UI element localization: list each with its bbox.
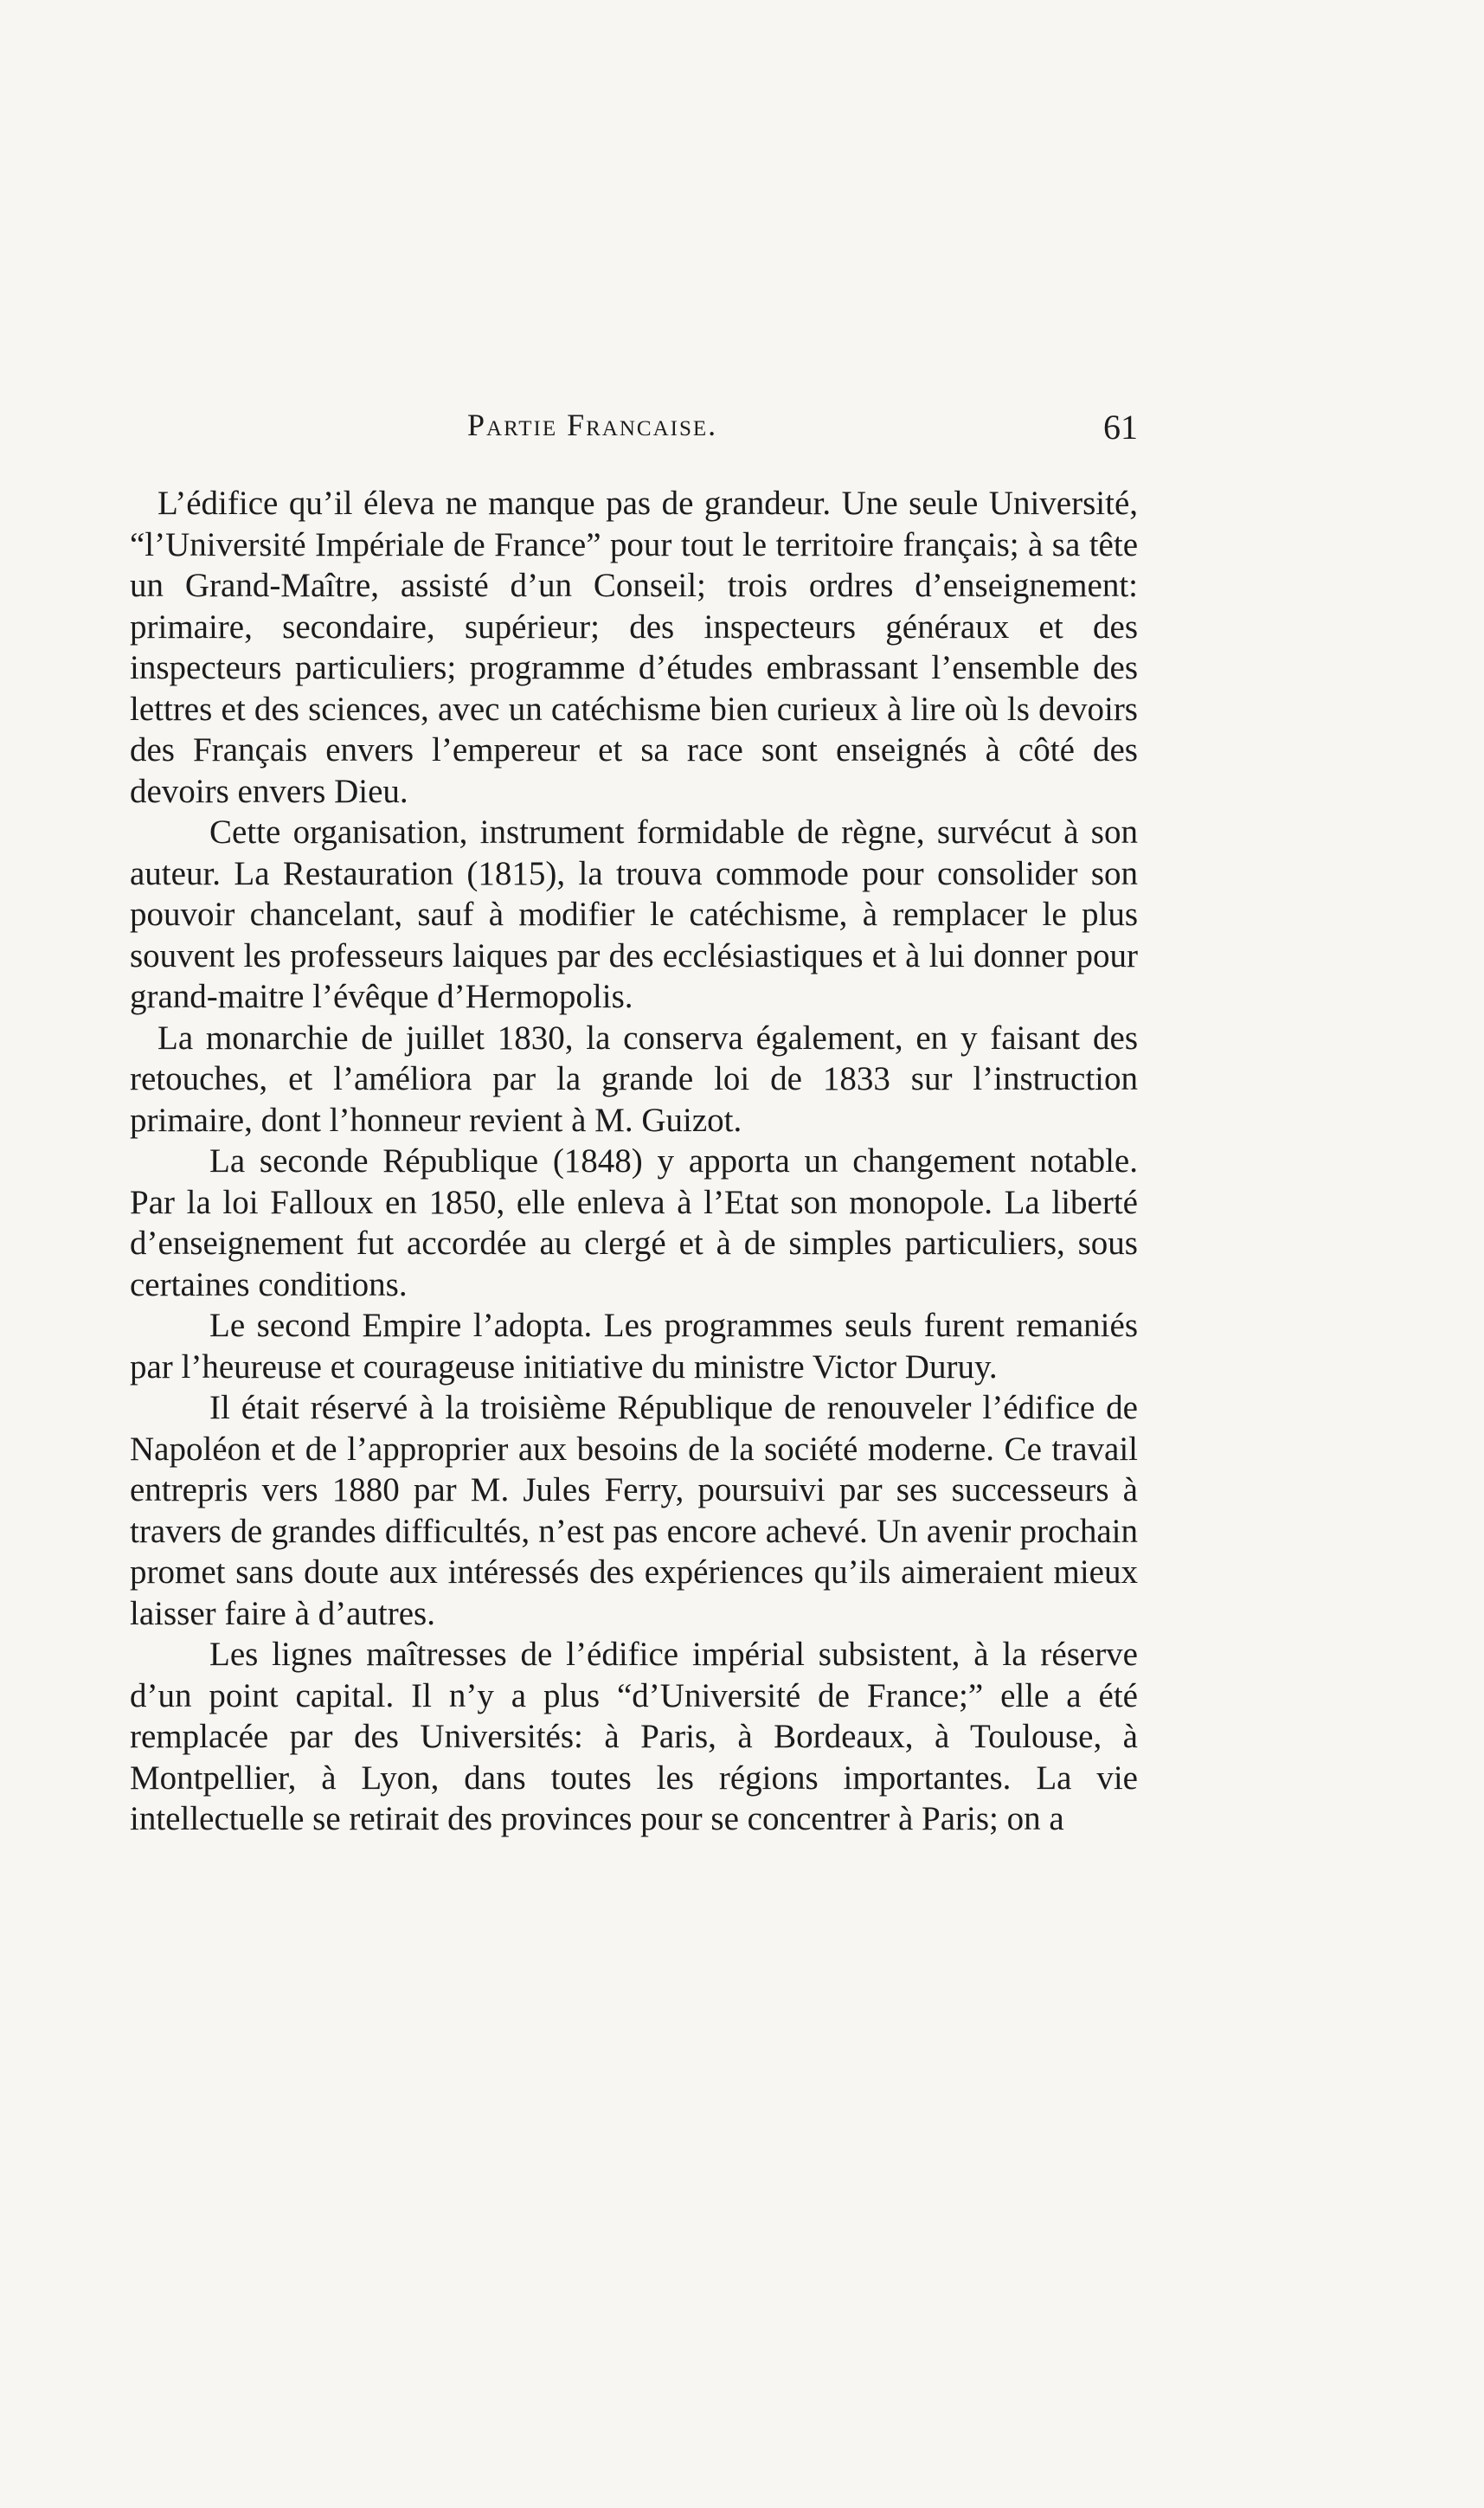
paragraph: Le second Empire l’adopta. Les programmes seuls furent remaniés par l’heureuse et courageuse initiative du ministre Victor Duruy. (130, 1307, 1138, 1386)
page-number: 61 (1103, 408, 1138, 447)
paragraph: L’édifice qu’il éleva ne manque pas de grandeur. Une seule Université, “l’Université Impériale de France” pour tout le territoire français; à sa tête un Grand-Maître, assisté d’un Conseil; trois ordres d’enseignement: primaire, secondaire, supérieur; des inspecteurs généraux et des inspecteurs particuliers; programme d’études embrassant l’ensemble des lettres et des sciences, avec un catéchisme bien curieux à lire où ls devoirs des Français envers l’empereur et sa race sont enseignés à côté des devoirs envers Dieu. (130, 485, 1138, 810)
paragraph: La seconde République (1848) y apporta un changement notable. Par la loi Falloux en 1850, elle enleva à l’Etat son monopole. La liberté d’enseignement fut accordée au clergé et à de simples particuliers, sous certaines conditions. (130, 1142, 1138, 1303)
running-head (130, 407, 1138, 459)
body-text (130, 483, 1138, 1840)
paragraph: Les lignes maîtresses de l’édifice impérial subsistent, à la réserve d’un point capital. Il n’y a plus “d’Université de France;” elle a été remplacée par des Universités: à Paris, à Bordeaux, à Toulouse, à Montpellier, à Lyon, dans toutes les régions importantes. La vie intellectuelle se retirait des provinces pour se concentrer à Paris; on a (130, 1636, 1138, 1837)
paragraph: Il était réservé à la troisième République de renouveler l’édifice de Napoléon et de l’approprier aux besoins de la société moderne. Ce travail entrepris vers 1880 par M. Jules Ferry, poursuivi par ses successeurs à travers de grandes difficultés, n’est pas encore achevé. Un avenir prochain promet sans doute aux intéressés des expériences qu’ils aimeraient mieux laisser faire à d’autres. (130, 1389, 1138, 1632)
paragraph: Cette organisation, instrument formidable de règne, survécut à son auteur. La Restauration (1815), la trouva commode pour consolider son pouvoir chancelant, sauf à modifier le catéchisme, à remplacer le plus souvent les professeurs laiques par des ecclésiastiques et à lui donner pour grand-maitre l’évêque d’Hermopolis. (130, 813, 1138, 1015)
running-title: Partie Francaise. (467, 408, 718, 442)
paragraph: La monarchie de juillet 1830, la conserva également, en y faisant des retouches, et l’améliora par la grande loi de 1833 sur l’instruction primaire, dont l’honneur revient à M. Guizot. (130, 1019, 1138, 1139)
